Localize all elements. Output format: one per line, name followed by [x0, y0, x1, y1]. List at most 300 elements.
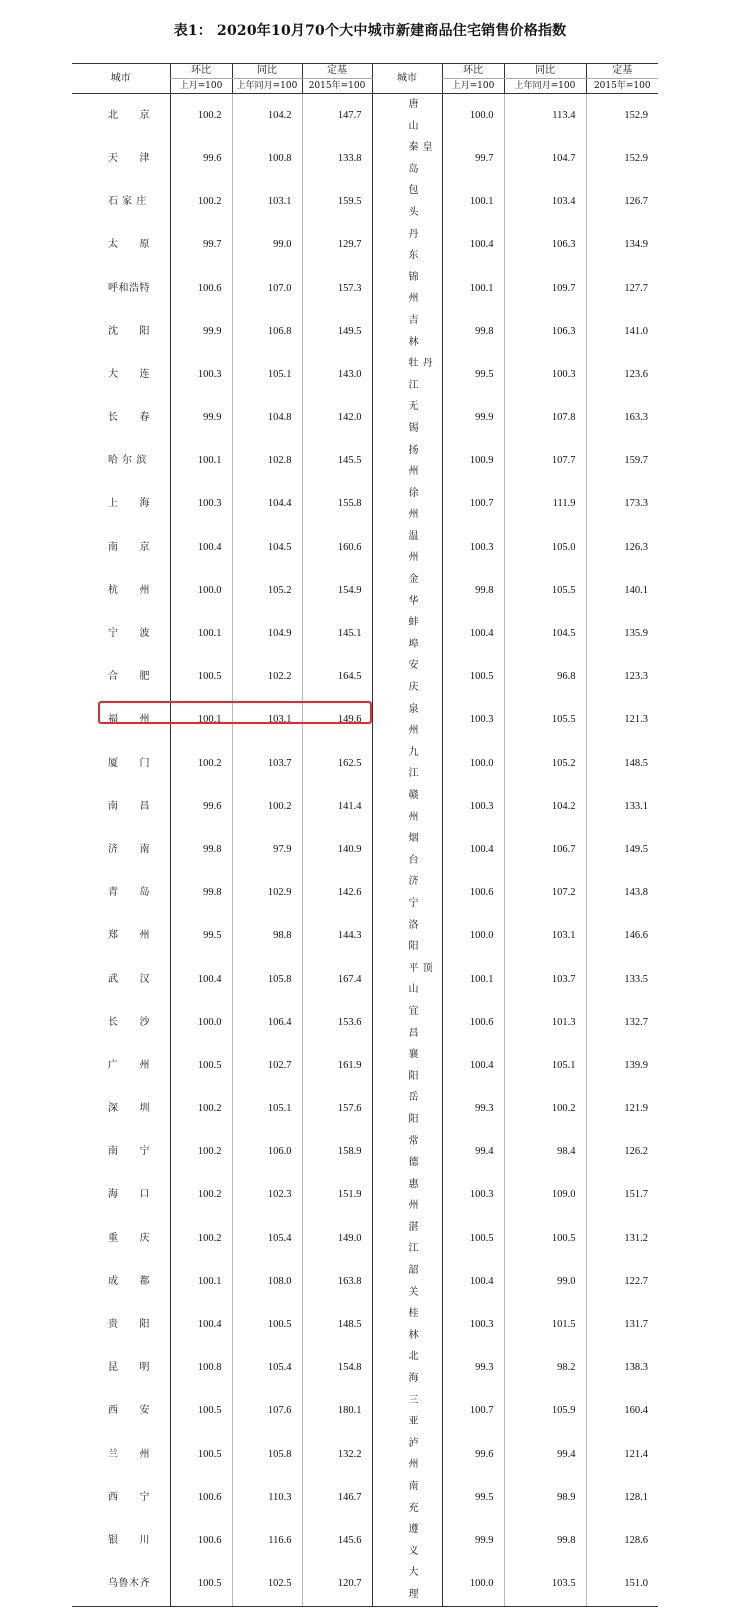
- value-cell: 102.8: [232, 440, 302, 483]
- value-cell: 138.3: [586, 1346, 658, 1389]
- value-cell: 134.9: [586, 224, 658, 267]
- value-cell: 99.8: [170, 828, 232, 871]
- value-cell: 101.3: [504, 1001, 586, 1044]
- city-cell: 唐 山: [372, 94, 442, 138]
- city-cell: 成 都: [108, 1275, 150, 1287]
- table-row: [72, 440, 658, 483]
- city-cell: 大 理: [372, 1562, 442, 1606]
- value-cell: 98.2: [504, 1346, 586, 1389]
- header-yoy-right: 同比: [504, 64, 586, 79]
- value-cell: 145.5: [302, 440, 372, 483]
- value-cell: 131.7: [586, 1303, 658, 1346]
- value-cell: 99.4: [442, 1131, 504, 1174]
- table-row: [72, 785, 658, 828]
- table-row: [72, 267, 658, 310]
- value-cell: 144.3: [302, 915, 372, 958]
- value-cell: 146.6: [586, 915, 658, 958]
- value-cell: 139.9: [586, 1044, 658, 1087]
- city-cell: 济 南: [108, 843, 150, 855]
- value-cell: 121.9: [586, 1087, 658, 1130]
- value-cell: 104.5: [504, 612, 586, 655]
- header-mom-sub-right: 上月=100: [442, 79, 504, 94]
- value-cell: 100.1: [442, 267, 504, 310]
- value-cell: 148.5: [586, 742, 658, 785]
- city-cell: 宜 昌: [372, 1001, 442, 1044]
- city-cell: 北 海: [372, 1346, 442, 1389]
- value-cell: 103.7: [232, 742, 302, 785]
- value-cell: 111.9: [504, 483, 586, 526]
- city-cell: 呼和浩特: [108, 282, 150, 294]
- value-cell: 157.3: [302, 267, 372, 310]
- value-cell: 154.8: [302, 1346, 372, 1389]
- table-row: [72, 1562, 658, 1606]
- city-cell: 郑 州: [108, 930, 150, 942]
- city-cell: 惠 州: [372, 1174, 442, 1217]
- table-row: [72, 1174, 658, 1217]
- value-cell: 100.6: [442, 871, 504, 914]
- city-cell: 上 海: [108, 498, 150, 510]
- value-cell: 99.6: [442, 1433, 504, 1476]
- value-cell: 100.3: [442, 526, 504, 569]
- value-cell: 142.0: [302, 396, 372, 439]
- price-index-table: [72, 63, 658, 1607]
- value-cell: 129.7: [302, 224, 372, 267]
- value-cell: 100.8: [232, 137, 302, 180]
- table-row: [72, 828, 658, 871]
- value-cell: 105.9: [504, 1390, 586, 1433]
- value-cell: 106.3: [504, 310, 586, 353]
- city-cell: 济 宁: [372, 871, 442, 914]
- value-cell: 100.1: [170, 699, 232, 742]
- city-cell: 石 家 庄: [108, 196, 147, 208]
- value-cell: 151.0: [586, 1562, 658, 1606]
- value-cell: 164.5: [302, 655, 372, 698]
- value-cell: 167.4: [302, 958, 372, 1001]
- value-cell: 100.6: [170, 1519, 232, 1562]
- value-cell: 99.8: [504, 1519, 586, 1562]
- value-cell: 107.0: [232, 267, 302, 310]
- value-cell: 100.3: [504, 353, 586, 396]
- value-cell: 140.9: [302, 828, 372, 871]
- city-cell: 昆 明: [108, 1362, 150, 1374]
- header-city-right: 城市: [372, 64, 442, 94]
- value-cell: 106.3: [504, 224, 586, 267]
- value-cell: 99.5: [442, 1476, 504, 1519]
- value-cell: 145.1: [302, 612, 372, 655]
- city-cell: 青 岛: [108, 887, 150, 899]
- value-cell: 109.0: [504, 1174, 586, 1217]
- city-cell: 厦 门: [108, 757, 150, 769]
- value-cell: 128.1: [586, 1476, 658, 1519]
- value-cell: 104.5: [232, 526, 302, 569]
- city-cell: 武 汉: [108, 973, 150, 985]
- value-cell: 103.1: [504, 915, 586, 958]
- value-cell: 131.2: [586, 1217, 658, 1260]
- value-cell: 100.2: [170, 180, 232, 223]
- value-cell: 104.7: [504, 137, 586, 180]
- value-cell: 99.3: [442, 1087, 504, 1130]
- value-cell: 105.4: [232, 1217, 302, 1260]
- value-cell: 100.7: [442, 1390, 504, 1433]
- city-cell: 烟 台: [372, 828, 442, 871]
- value-cell: 160.4: [586, 1390, 658, 1433]
- value-cell: 99.6: [170, 785, 232, 828]
- value-cell: 152.9: [586, 137, 658, 180]
- value-cell: 123.6: [586, 353, 658, 396]
- value-cell: 149.6: [302, 699, 372, 742]
- value-cell: 105.4: [232, 1346, 302, 1389]
- table-row: [72, 1303, 658, 1346]
- value-cell: 97.9: [232, 828, 302, 871]
- value-cell: 126.7: [586, 180, 658, 223]
- value-cell: 126.3: [586, 526, 658, 569]
- value-cell: 100.5: [170, 655, 232, 698]
- value-cell: 123.3: [586, 655, 658, 698]
- value-cell: 100.7: [442, 483, 504, 526]
- value-cell: 100.1: [442, 958, 504, 1001]
- value-cell: 155.8: [302, 483, 372, 526]
- value-cell: 105.1: [504, 1044, 586, 1087]
- value-cell: 106.4: [232, 1001, 302, 1044]
- value-cell: 99.8: [442, 310, 504, 353]
- table-row: [72, 958, 658, 1001]
- header-base-sub-right: 2015年=100: [586, 79, 658, 94]
- value-cell: 163.8: [302, 1260, 372, 1303]
- value-cell: 99.3: [442, 1346, 504, 1389]
- value-cell: 102.3: [232, 1174, 302, 1217]
- table-row: [72, 655, 658, 698]
- value-cell: 101.5: [504, 1303, 586, 1346]
- value-cell: 158.9: [302, 1131, 372, 1174]
- value-cell: 105.2: [504, 742, 586, 785]
- city-cell: 温 州: [372, 526, 442, 569]
- value-cell: 100.2: [232, 785, 302, 828]
- value-cell: 100.1: [442, 180, 504, 223]
- city-cell: 合 肥: [108, 671, 150, 683]
- table-row: [72, 1044, 658, 1087]
- value-cell: 104.8: [232, 396, 302, 439]
- value-cell: 99.0: [232, 224, 302, 267]
- value-cell: 99.7: [442, 137, 504, 180]
- value-cell: 99.4: [504, 1433, 586, 1476]
- value-cell: 96.8: [504, 655, 586, 698]
- value-cell: 107.2: [504, 871, 586, 914]
- value-cell: 116.6: [232, 1519, 302, 1562]
- value-cell: 100.4: [442, 612, 504, 655]
- value-cell: 99.9: [442, 396, 504, 439]
- value-cell: 100.0: [170, 569, 232, 612]
- city-cell: 广 州: [108, 1059, 150, 1071]
- header-city-left: 城市: [72, 64, 170, 94]
- table-row: [72, 742, 658, 785]
- value-cell: 160.6: [302, 526, 372, 569]
- value-cell: 103.4: [504, 180, 586, 223]
- city-cell: 锦 州: [372, 267, 442, 310]
- value-cell: 104.2: [504, 785, 586, 828]
- value-cell: 104.9: [232, 612, 302, 655]
- city-cell: 西 安: [108, 1405, 150, 1417]
- header-yoy-sub-left: 上年同月=100: [232, 79, 302, 94]
- header-base-right: 定基: [586, 64, 658, 79]
- value-cell: 159.7: [586, 440, 658, 483]
- city-cell: 乌鲁木齐: [72, 1562, 170, 1606]
- value-cell: 143.8: [586, 871, 658, 914]
- value-cell: 100.2: [170, 1174, 232, 1217]
- city-cell: 安 庆: [372, 655, 442, 698]
- table-row: [72, 1433, 658, 1476]
- value-cell: 98.9: [504, 1476, 586, 1519]
- table-row: [72, 310, 658, 353]
- value-cell: 98.4: [504, 1131, 586, 1174]
- city-cell: 天 津: [108, 152, 150, 164]
- header-yoy-sub-right: 上年同月=100: [504, 79, 586, 94]
- value-cell: 100.0: [442, 94, 504, 138]
- value-cell: 159.5: [302, 180, 372, 223]
- value-cell: 163.3: [586, 396, 658, 439]
- city-cell: 秦 皇 岛: [372, 137, 442, 180]
- city-cell: 泉 州: [372, 699, 442, 742]
- city-cell: 丹 东: [372, 224, 442, 267]
- value-cell: 145.6: [302, 1519, 372, 1562]
- city-cell: 南 京: [108, 541, 150, 553]
- city-cell: 牡 丹 江: [372, 353, 442, 396]
- header-yoy-left: 同比: [232, 64, 302, 79]
- value-cell: 100.6: [170, 267, 232, 310]
- value-cell: 100.5: [232, 1303, 302, 1346]
- city-cell: 北 京: [108, 109, 150, 121]
- city-cell: 九 江: [372, 742, 442, 785]
- city-cell: 韶 关: [372, 1260, 442, 1303]
- page-title: 表1： 2020年10月70个大中城市新建商品住宅销售价格指数: [173, 23, 567, 39]
- value-cell: 103.5: [504, 1562, 586, 1606]
- value-cell: 140.1: [586, 569, 658, 612]
- value-cell: 99.7: [170, 224, 232, 267]
- city-cell: 无 锡: [372, 396, 442, 439]
- value-cell: 105.5: [504, 569, 586, 612]
- value-cell: 143.0: [302, 353, 372, 396]
- table-row: [72, 871, 658, 914]
- value-cell: 100.5: [442, 1217, 504, 1260]
- value-cell: 100.0: [170, 1001, 232, 1044]
- value-cell: 149.0: [302, 1217, 372, 1260]
- value-cell: 104.2: [232, 94, 302, 138]
- table-row: [72, 396, 658, 439]
- value-cell: 141.4: [302, 785, 372, 828]
- table-row: [72, 483, 658, 526]
- city-cell: 哈 尔 滨: [108, 455, 147, 467]
- value-cell: 100.8: [170, 1346, 232, 1389]
- value-cell: 173.3: [586, 483, 658, 526]
- value-cell: 99.6: [170, 137, 232, 180]
- city-cell: 南 充: [372, 1476, 442, 1519]
- value-cell: 100.9: [442, 440, 504, 483]
- value-cell: 108.0: [232, 1260, 302, 1303]
- value-cell: 148.5: [302, 1303, 372, 1346]
- header-row-top: [72, 64, 658, 79]
- city-cell: 杭 州: [108, 584, 150, 596]
- value-cell: 102.5: [232, 1562, 302, 1606]
- highlight-box: [98, 701, 372, 724]
- value-cell: 100.4: [170, 958, 232, 1001]
- value-cell: 100.2: [504, 1087, 586, 1130]
- value-cell: 122.7: [586, 1260, 658, 1303]
- value-cell: 105.8: [232, 958, 302, 1001]
- value-cell: 105.5: [504, 699, 586, 742]
- value-cell: 100.3: [442, 785, 504, 828]
- value-cell: 100.4: [442, 1260, 504, 1303]
- table-row: [72, 1131, 658, 1174]
- value-cell: 100.1: [170, 1260, 232, 1303]
- value-cell: 100.1: [170, 440, 232, 483]
- value-cell: 100.5: [170, 1390, 232, 1433]
- value-cell: 100.0: [442, 915, 504, 958]
- city-cell: 湛 江: [372, 1217, 442, 1260]
- value-cell: 135.9: [586, 612, 658, 655]
- value-cell: 99.5: [170, 915, 232, 958]
- value-cell: 152.9: [586, 94, 658, 138]
- value-cell: 126.2: [586, 1131, 658, 1174]
- city-cell: 大 连: [108, 368, 150, 380]
- value-cell: 99.5: [442, 353, 504, 396]
- city-cell: 包 头: [372, 180, 442, 223]
- table-row: [72, 1476, 658, 1519]
- table-row: [72, 1260, 658, 1303]
- value-cell: 100.5: [170, 1044, 232, 1087]
- value-cell: 99.8: [442, 569, 504, 612]
- value-cell: 102.9: [232, 871, 302, 914]
- value-cell: 154.9: [302, 569, 372, 612]
- city-cell: 宁 波: [108, 628, 150, 640]
- value-cell: 100.3: [170, 353, 232, 396]
- city-cell: 沈 阳: [108, 325, 150, 337]
- table-row: [72, 569, 658, 612]
- value-cell: 100.4: [442, 828, 504, 871]
- value-cell: 113.4: [504, 94, 586, 138]
- value-cell: 151.7: [586, 1174, 658, 1217]
- table-row: [72, 1346, 658, 1389]
- value-cell: 162.5: [302, 742, 372, 785]
- value-cell: 142.6: [302, 871, 372, 914]
- value-cell: 100.4: [442, 1044, 504, 1087]
- value-cell: 100.5: [170, 1562, 232, 1606]
- value-cell: 128.6: [586, 1519, 658, 1562]
- value-cell: 100.5: [442, 655, 504, 698]
- value-cell: 99.8: [170, 871, 232, 914]
- value-cell: 100.6: [442, 1001, 504, 1044]
- city-cell: 蚌 埠: [372, 612, 442, 655]
- value-cell: 104.4: [232, 483, 302, 526]
- value-cell: 141.0: [586, 310, 658, 353]
- value-cell: 100.0: [442, 742, 504, 785]
- value-cell: 132.7: [586, 1001, 658, 1044]
- city-cell: 海 口: [108, 1189, 150, 1201]
- city-cell: 福 州: [108, 714, 150, 726]
- value-cell: 102.2: [232, 655, 302, 698]
- value-cell: 110.3: [232, 1476, 302, 1519]
- value-cell: 107.8: [504, 396, 586, 439]
- header-mom-right: 环比: [442, 64, 504, 79]
- table-row: [72, 1519, 658, 1562]
- value-cell: 100.4: [170, 526, 232, 569]
- value-cell: 99.9: [170, 310, 232, 353]
- value-cell: 107.6: [232, 1390, 302, 1433]
- value-cell: 157.6: [302, 1087, 372, 1130]
- city-cell: 岳 阳: [372, 1087, 442, 1130]
- value-cell: 149.5: [302, 310, 372, 353]
- table-body: [72, 94, 658, 1607]
- value-cell: 102.7: [232, 1044, 302, 1087]
- city-cell: 桂 林: [372, 1303, 442, 1346]
- table-row: [72, 1087, 658, 1130]
- table-row: [72, 224, 658, 267]
- value-cell: 100.2: [170, 1131, 232, 1174]
- table-row: [72, 915, 658, 958]
- city-cell: 常 德: [372, 1131, 442, 1174]
- value-cell: 98.8: [232, 915, 302, 958]
- table-row: [72, 1001, 658, 1044]
- city-cell: 平 顶 山: [372, 958, 442, 1001]
- value-cell: 146.7: [302, 1476, 372, 1519]
- value-cell: 161.9: [302, 1044, 372, 1087]
- table-row: [72, 94, 658, 138]
- city-cell: 兰 州: [108, 1448, 150, 1460]
- city-cell: 太 原: [108, 239, 150, 251]
- value-cell: 105.1: [232, 1087, 302, 1130]
- city-cell: 扬 州: [372, 440, 442, 483]
- table-row: [72, 612, 658, 655]
- city-cell: 三 亚: [372, 1390, 442, 1433]
- value-cell: 127.7: [586, 267, 658, 310]
- city-cell: 深 圳: [108, 1103, 150, 1115]
- value-cell: 105.1: [232, 353, 302, 396]
- value-cell: 106.0: [232, 1131, 302, 1174]
- value-cell: 99.0: [504, 1260, 586, 1303]
- value-cell: 105.2: [232, 569, 302, 612]
- header-base-left: 定基: [302, 64, 372, 79]
- city-cell: 长 春: [108, 412, 150, 424]
- value-cell: 149.5: [586, 828, 658, 871]
- value-cell: 100.4: [170, 1303, 232, 1346]
- table-row: [72, 180, 658, 223]
- value-cell: 100.4: [442, 224, 504, 267]
- city-cell: 洛 阳: [372, 915, 442, 958]
- value-cell: 100.2: [170, 1217, 232, 1260]
- value-cell: 153.6: [302, 1001, 372, 1044]
- value-cell: 100.3: [442, 699, 504, 742]
- value-cell: 105.8: [232, 1433, 302, 1476]
- value-cell: 100.3: [170, 483, 232, 526]
- city-cell: 襄 阳: [372, 1044, 442, 1087]
- value-cell: 132.2: [302, 1433, 372, 1476]
- city-cell: 吉 林: [372, 310, 442, 353]
- header-base-sub-left: 2015年=100: [302, 79, 372, 94]
- city-cell: 遵 义: [372, 1519, 442, 1562]
- value-cell: 133.8: [302, 137, 372, 180]
- value-cell: 105.0: [504, 526, 586, 569]
- value-cell: 106.7: [504, 828, 586, 871]
- value-cell: 100.0: [442, 1562, 504, 1606]
- value-cell: 121.4: [586, 1433, 658, 1476]
- value-cell: 100.2: [170, 1087, 232, 1130]
- city-cell: 南 昌: [108, 800, 150, 812]
- value-cell: 100.5: [504, 1217, 586, 1260]
- value-cell: 103.1: [232, 699, 302, 742]
- value-cell: 180.1: [302, 1390, 372, 1433]
- city-cell: 金 华: [372, 569, 442, 612]
- table-row: [72, 526, 658, 569]
- table-row: [72, 1390, 658, 1433]
- value-cell: 99.9: [170, 396, 232, 439]
